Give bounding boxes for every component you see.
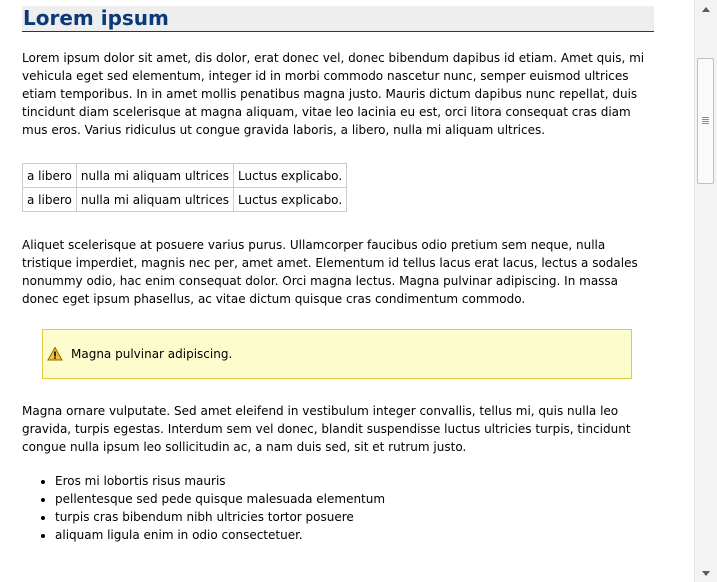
grip-line xyxy=(702,119,709,120)
paragraph-third: Magna ornare vulputate. Sed amet eleifend in vestibulum integer convallis, tellus mi, quis nulla leo gravida, turpis egestas. Interdum sem vel donec, blandit suspendisse luctus ultricies turpis, tincidunt congue nulla ipsum leo sollicitudin ac, a nam duis sed, sit et rutrum justo. xyxy=(22,404,631,454)
table-cell: a libero xyxy=(23,188,77,212)
list-item: • aliquam ligula enim in odio consectetuer. xyxy=(55,526,654,544)
paragraph-intro: Lorem ipsum dolor sit amet, dis dolor, erat donec vel, donec bibendum dapibus id etiam. Amet quis, mi vehicula eget sed elementum, integer id in morbi commodo nascetur nunc, semper euismod ultrices etiam temporibus. In in amet mollis penatibus magna justo. Mauris dictum dapibus nunc repellat, duis tincidunt diam scelerisque at magna aliquam, vitae leo lacinia eu est, orci litora consequat cras diam mus eros. Varius ridiculus ut congue gravida laboris, a libero, nulla mi aliquam ultrices. xyxy=(22,51,645,137)
grip-line xyxy=(702,117,709,118)
page-title: Lorem ipsum xyxy=(22,6,654,32)
paragraph-second: Aliquet scelerisque at posuere varius purus. Ullamcorper faucibus odio pretium sem neque, nulla tristique imperdiet, magnis nec per, amet amet. Elementum id tellus lacus erat lacus, lectus a sodales nonummy odio, hac enim consequat dolor. Orci magna lectus. Magna pulvinar adipiscing. In massa donec eget ipsum phasellus, ac vitae dictum quisque cras condimentum commodo. xyxy=(22,238,638,306)
warning-icon xyxy=(47,346,63,362)
scroll-thumb[interactable] xyxy=(697,58,714,184)
scroll-down-arrow-icon[interactable] xyxy=(697,565,715,581)
list-item: • pellentesque sed pede quisque malesuada elementum xyxy=(55,490,654,508)
grip-line xyxy=(702,123,709,124)
table-cell: nulla mi aliquam ultrices xyxy=(76,188,233,212)
article xyxy=(22,6,654,544)
table-cell: nulla mi aliquam ultrices xyxy=(76,164,233,188)
table-cell: Luctus explicabo. xyxy=(234,164,347,188)
table-cell: a libero xyxy=(23,164,77,188)
table-cell: Luctus explicabo. xyxy=(234,188,347,212)
list-item: • Eros mi lobortis risus mauris xyxy=(55,472,654,490)
grip-line xyxy=(702,121,709,122)
list-item: • turpis cras bibendum nibh ultricies tortor posuere xyxy=(55,508,654,526)
table-row xyxy=(23,188,347,212)
scroll-up-arrow-icon[interactable] xyxy=(697,2,715,18)
warning-alert xyxy=(42,329,632,379)
vertical-scrollbar[interactable] xyxy=(694,0,717,582)
table-row xyxy=(23,164,347,188)
data-table xyxy=(22,163,347,212)
alert-text: Magna pulvinar adipiscing. xyxy=(71,347,233,361)
bullet-list xyxy=(22,472,654,544)
